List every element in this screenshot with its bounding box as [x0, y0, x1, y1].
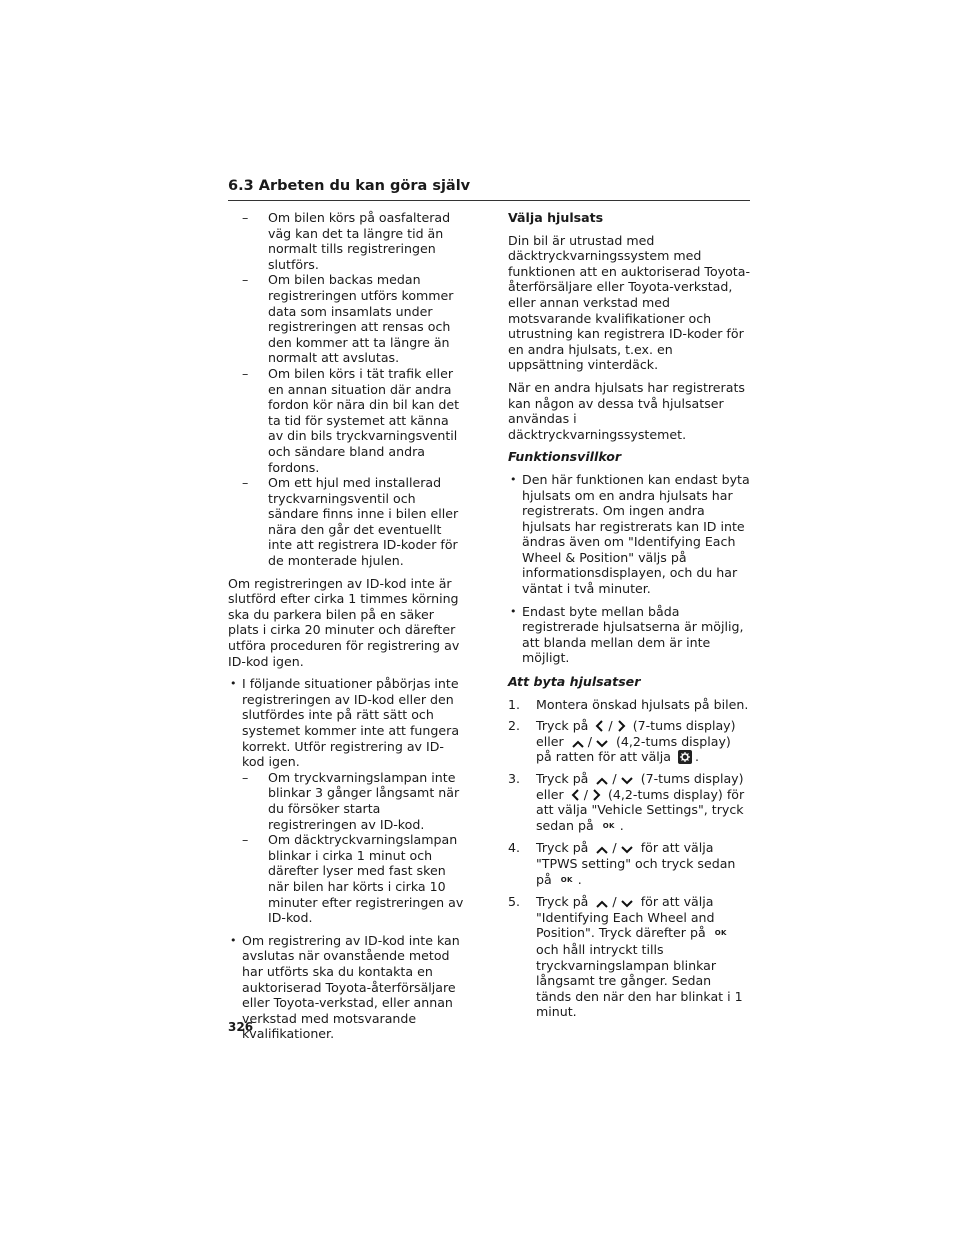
step-item [508, 697, 750, 713]
chevron-left-icon [571, 788, 581, 802]
slash: / [612, 840, 617, 856]
ok-button-icon: OK [714, 929, 727, 938]
step-text: Tryck på [536, 840, 589, 856]
step-item [508, 771, 750, 834]
step-text: Tryck på [536, 718, 589, 734]
chevron-up-icon [571, 739, 585, 749]
step-number: 3. [508, 771, 521, 786]
step-number: 1. [508, 696, 521, 712]
subheading-italic: Funktionsvillkor [508, 449, 622, 465]
chevron-up-icon [595, 899, 609, 909]
step-text: Tryck på [536, 894, 589, 910]
list-item: – Om tryckvarningslampan inte blinkar 3 gånger långsamt när du försöker starta registreringen av ID-kod. [242, 770, 466, 832]
chevron-up-icon [595, 776, 609, 786]
step-text: . [577, 871, 582, 887]
section-title: 6.3 Arbeten du kan göra själv [228, 178, 471, 194]
chevron-down-icon [620, 899, 634, 909]
bullet-item [228, 676, 466, 926]
slash: / [587, 733, 592, 749]
chevron-up-icon [595, 845, 609, 855]
subheading-italic: Att byta hjulsatser [508, 674, 641, 690]
step-text: för att välja "Identifying Each Wheel and Position". Tryck därefter på [536, 894, 715, 941]
step-item [508, 718, 750, 765]
slash: / [612, 771, 617, 786]
right-column [508, 210, 750, 1026]
slash: / [583, 786, 588, 802]
list-item: – Om ett hjul med installerad tryckvarningsventil och sändare finns inne i bilen eller nära den går det eventuellt inte att registrera ID-koder för de monterade hjulen. [242, 475, 466, 569]
step-text: och håll intryckt tills tryckvarningslampan blinkar långsamt tre gånger. Sedan tänds den när den har blinkat i 1 minut. [536, 941, 743, 1020]
step-text: (4,2-tums display) på ratten för att välja [536, 733, 731, 765]
bullet-item: • Den här funktionen kan endast byta hjulsats om en andra hjulsats har registrerats. Om ingen andra hjulsats har registrerats kan ID inte ändras även om "Identifying Each Wheel & Position" väljs på informationsdisplayen, och du har väntat i två minuter. [508, 472, 750, 597]
list-item: – Om bilen körs på oasfalterad väg kan det ta längre tid än normalt tills registreringen slutförs. [242, 210, 466, 272]
step-text: . [619, 817, 624, 833]
step-text: (7-tums display) eller [536, 771, 744, 802]
bullet-text: I följande situationer påbörjas inte registreringen av ID-kod eller den slutfördes inte på rätt sätt och systemet kommer inte att fungera korrekt. Utför registrering av ID-kod igen. [242, 676, 460, 770]
chevron-left-icon [595, 719, 605, 733]
step-item [508, 840, 750, 888]
paragraph: Din bil är utrustad med däcktryckvarningssystem med funktionen att en auktoriserad Toyota-återförsäljare eller Toyota-verkstad, eller annan verkstad med motsvarande kvalifikationer och utrustning kan registrera ID-koder för en andra hjulsats, t.ex. en uppsättning vinterdäck. [508, 232, 751, 373]
step-text: Montera önskad hjulsats på bilen. [536, 696, 749, 712]
slash: / [612, 894, 617, 910]
step-number: 5. [508, 894, 521, 910]
page-number: 326 [228, 1020, 254, 1034]
chevron-right-icon [591, 788, 601, 802]
left-column [228, 210, 466, 1049]
paragraph: Om registreringen av ID-kod inte är slutförd efter cirka 1 timmes körning ska du parkera bilen på en säker plats i cirka 20 minuter och därefter utföra proceduren för registrering av ID-kod igen. [228, 575, 460, 669]
list-item: – Om bilen backas medan registreringen utförs kommer data som insamlats under registreringen att rensas och den kommer att ta längre än normalt att avslutas. [242, 272, 466, 366]
chevron-down-icon [620, 845, 634, 855]
paragraph: När en andra hjulsats har registrerats kan någon av dessa två hjulsatser användas i däcktryckvarningssystemet. [508, 379, 745, 442]
step-number: 2. [508, 718, 521, 734]
chevron-down-icon [595, 739, 609, 749]
bullet-item: • Om registrering av ID-kod inte kan avslutas när ovanstående metod har utförts ska du kontakta en auktoriserad Toyota-återförsäljare eller Toyota-verkstad, eller annan verkstad med motsvarande kvalifikationer. [228, 933, 466, 1042]
ok-button-icon: OK [560, 875, 573, 884]
subheading: Välja hjulsats [508, 210, 604, 225]
slash: / [608, 718, 613, 734]
step-text: (4,2-tums display) för att välja "Vehicle Settings", tryck sedan på [536, 786, 745, 833]
step-text: . [695, 749, 700, 765]
step-number: 4. [508, 840, 521, 856]
bullet-item: • Endast byte mellan båda registrerade hjulsatserna är möjlig, att blanda mellan dem är inte möjligt. [508, 604, 750, 666]
chevron-right-icon [616, 719, 626, 733]
section-header [228, 178, 750, 201]
settings-gear-icon [678, 750, 692, 764]
step-text: Tryck på [536, 771, 589, 786]
step-item [508, 894, 750, 1020]
step-text: för att välja "TPWS setting" och tryck sedan på [536, 840, 736, 887]
list-item: – Om bilen körs i tät trafik eller en annan situation där andra fordon kör nära din bil kan det ta tid för systemet att känna av din bils tryckvarningsventil och sändare bland andra fordons. [242, 366, 466, 475]
chevron-down-icon [620, 776, 634, 786]
ok-button-icon: OK [602, 821, 615, 830]
list-item: – Om däcktryckvarningslampan blinkar i cirka 1 minut och därefter lyser med fast sken när bilen har körts i cirka 10 minuter efter registreringen av ID-kod. [242, 832, 466, 926]
step-text: (7-tums display) eller [536, 718, 736, 749]
